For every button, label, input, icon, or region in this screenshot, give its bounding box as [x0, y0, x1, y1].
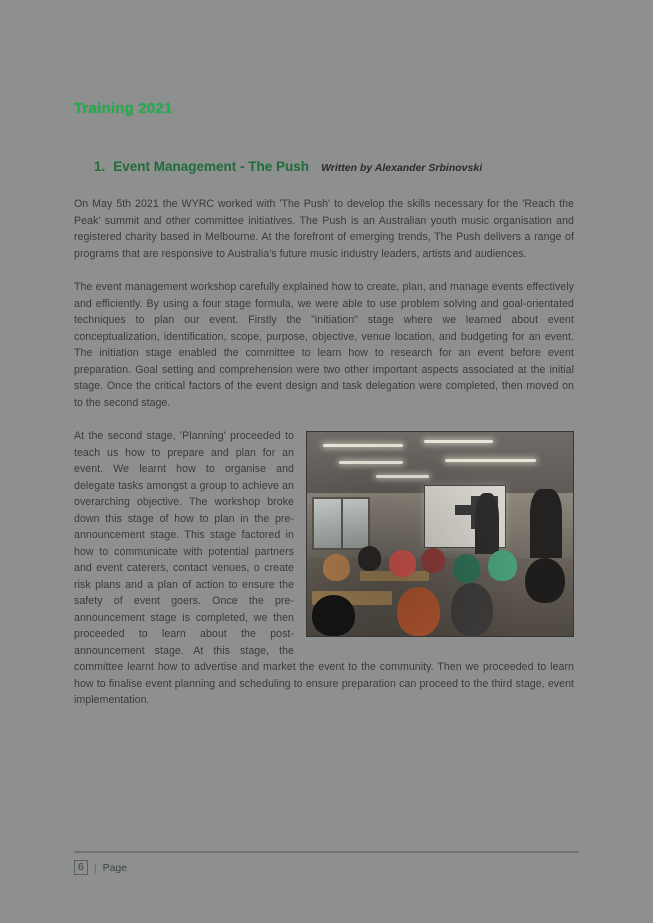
paragraph-3: At the second stage, 'Planning' proceeded to teach us how to prepare and plan for an event. We learnt how to organise and delegate tasks amongst a group to achieve an overarching objective. The workshop broke down this stage of how to plan in the pre-announcement stage. This stage factored in how to communicate with potential partners and event caterers, contact venues, o create risk plans and a plan of action to ensure the safety of event goers. Once the pre-announcement stage is completed, we then proceeded to learn about the post-announcement stage. At this stage, the committee learnt how to advertise and market the event to the community. Then we proceeded to learn how to finalise event planning and scheduling to ensure preparation can proceed to the third stage, event implementation.: [74, 430, 574, 706]
paragraph-1: On May 5th 2021 the WYRC worked with 'The Push' to develop the skills necessary for the 'Reach the Peak' summit and other committee initiatives. The Push is an Australian youth music organisation and registered charity based in Melbourne. At the forefront of emerging trends, The Push delivers a range of programs that are responsive to Australia's future music industry leaders, artists and audiences.: [74, 198, 574, 260]
document-body: [74, 100, 574, 726]
workshop-classroom-photo: [306, 431, 574, 637]
footer-content: [74, 860, 579, 875]
section-number: 1.: [94, 159, 106, 174]
page-title: Training 2021: [74, 100, 173, 117]
section-title: Event Management - The Push: [113, 159, 310, 174]
footer-separator: |: [93, 861, 97, 874]
photo-grain-overlay: [307, 432, 573, 636]
footer-divider: [74, 851, 579, 853]
page-footer: [74, 851, 579, 875]
paragraph-2: The event management workshop carefully explained how to create, plan, and manage events effectively and efficiently. By using a four stage formula, we were able to use problem solving and goal-orientated techniques to plan our event. Firstly the "initiation" stage where we learned about event conceptualization, identification, scope, purpose, objective, venue location, and budgeting for an event. The initiation stage enabled the committee to learn how to research for an event before event preparation. Goal setting and comprehension were two other important aspects associated at the initial stage. Once the critical factors of the event design and task delegation were completed, then moved on to the second stage.: [74, 281, 574, 409]
section-heading: [74, 159, 574, 174]
page-number: 6: [74, 860, 88, 875]
paragraph-3-with-image: [74, 428, 574, 726]
section-byline: Written by Alexander Srbinovski: [321, 162, 483, 174]
footer-page-label: Page: [102, 861, 128, 874]
